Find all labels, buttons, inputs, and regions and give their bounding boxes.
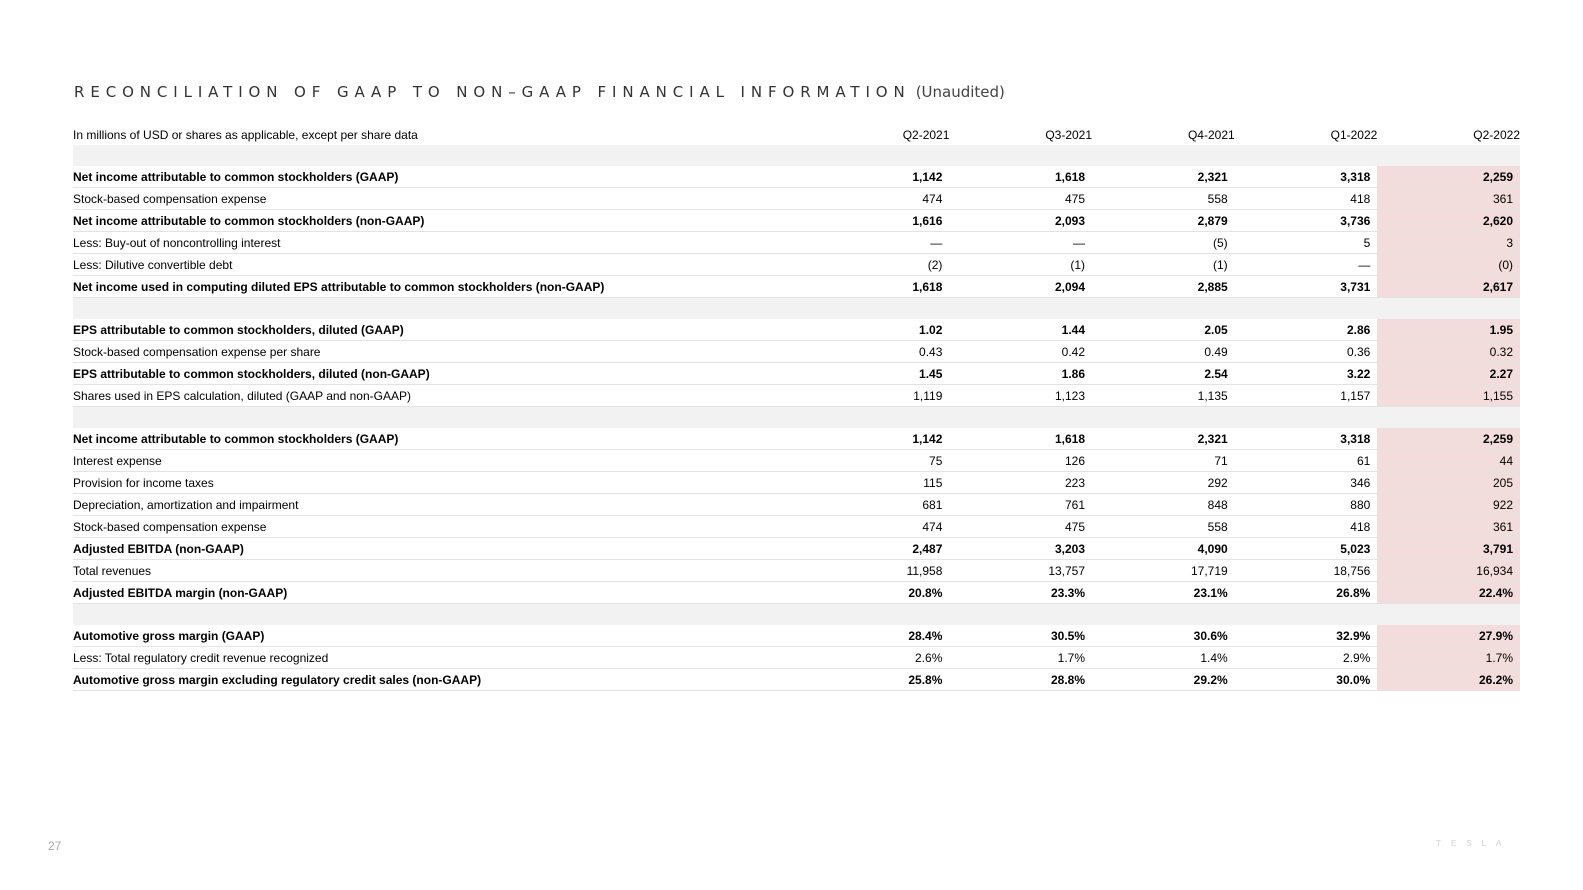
value-cell: 71 <box>1092 450 1235 472</box>
value-cell: — <box>807 232 950 254</box>
table-row <box>73 669 1520 691</box>
value-cell: 20.8% <box>807 582 950 604</box>
value-cell: 474 <box>807 516 950 538</box>
highlighted-value-cell: 3,791 <box>1377 538 1520 560</box>
highlighted-value-cell: 44 <box>1377 450 1520 472</box>
value-cell: 761 <box>949 494 1092 516</box>
value-cell: 474 <box>807 188 950 210</box>
row-label: Net income attributable to common stockholders (GAAP) <box>73 166 807 188</box>
table-row <box>73 560 1520 582</box>
table-row <box>73 494 1520 516</box>
value-cell: 418 <box>1235 516 1378 538</box>
table-row <box>73 582 1520 604</box>
table-row <box>73 166 1520 188</box>
value-cell: (1) <box>949 254 1092 276</box>
row-label: Provision for income taxes <box>73 472 807 494</box>
row-label: Stock-based compensation expense <box>73 516 807 538</box>
row-label: Net income attributable to common stockholders (non-GAAP) <box>73 210 807 232</box>
value-cell: 28.4% <box>807 625 950 647</box>
value-cell: 1,157 <box>1235 385 1378 407</box>
table-row <box>73 385 1520 407</box>
table-row <box>73 516 1520 538</box>
page-title-main: RECONCILIATION OF GAAP TO NON–GAAP FINANCIAL INFORMATION <box>74 83 911 101</box>
value-cell: 2.05 <box>1092 319 1235 341</box>
highlighted-value-cell: 361 <box>1377 188 1520 210</box>
value-cell: 880 <box>1235 494 1378 516</box>
value-cell: 0.42 <box>949 341 1092 363</box>
value-cell: 2.9% <box>1235 647 1378 669</box>
value-cell: — <box>1235 254 1378 276</box>
table-row <box>73 472 1520 494</box>
reconciliation-table <box>73 124 1520 691</box>
highlighted-value-cell: 26.2% <box>1377 669 1520 691</box>
highlighted-value-cell: 361 <box>1377 516 1520 538</box>
highlighted-value-cell: 1,155 <box>1377 385 1520 407</box>
value-cell: 75 <box>807 450 950 472</box>
value-cell: 5,023 <box>1235 538 1378 560</box>
row-label: Automotive gross margin (GAAP) <box>73 625 807 647</box>
value-cell: 1.44 <box>949 319 1092 341</box>
value-cell: 475 <box>949 188 1092 210</box>
row-label: Automotive gross margin excluding regulatory credit sales (non-GAAP) <box>73 669 807 691</box>
highlighted-value-cell: 27.9% <box>1377 625 1520 647</box>
highlighted-value-cell: 16,934 <box>1377 560 1520 582</box>
page-number: 27 <box>48 839 62 853</box>
row-label: Less: Buy-out of noncontrolling interest <box>73 232 807 254</box>
section-spacer-cell <box>73 298 1520 320</box>
page-title-subtitle: (Unaudited) <box>915 83 1005 101</box>
value-cell: 1.4% <box>1092 647 1235 669</box>
row-label: Less: Total regulatory credit revenue recognized <box>73 647 807 669</box>
table-row <box>73 647 1520 669</box>
tesla-logo: TESLA <box>1436 839 1512 848</box>
value-cell: 0.43 <box>807 341 950 363</box>
value-cell: 4,090 <box>1092 538 1235 560</box>
value-cell: 0.36 <box>1235 341 1378 363</box>
section-spacer <box>73 298 1520 320</box>
section-spacer-cell <box>73 407 1520 429</box>
value-cell: (1) <box>1092 254 1235 276</box>
value-cell: 681 <box>807 494 950 516</box>
highlighted-value-cell: 205 <box>1377 472 1520 494</box>
value-cell: 23.3% <box>949 582 1092 604</box>
table-row <box>73 210 1520 232</box>
column-header: Q2-2022 <box>1473 127 1520 142</box>
value-cell: 1,142 <box>807 166 950 188</box>
table-row <box>73 428 1520 450</box>
table-row <box>73 188 1520 210</box>
section-spacer-cell <box>73 145 1520 166</box>
highlighted-value-cell: (0) <box>1377 254 1520 276</box>
row-label: Stock-based compensation expense <box>73 188 807 210</box>
row-label: Net income used in computing diluted EPS attributable to common stockholders (non-GAAP) <box>73 276 807 298</box>
value-cell: 1.86 <box>949 363 1092 385</box>
table-row <box>73 363 1520 385</box>
value-cell: 1,618 <box>949 166 1092 188</box>
row-label: EPS attributable to common stockholders, diluted (non-GAAP) <box>73 363 807 385</box>
value-cell: 29.2% <box>1092 669 1235 691</box>
row-label: Total revenues <box>73 560 807 582</box>
value-cell: 1,123 <box>949 385 1092 407</box>
highlighted-value-cell: 1.95 <box>1377 319 1520 341</box>
value-cell: 18,756 <box>1235 560 1378 582</box>
section-spacer <box>73 145 1520 166</box>
value-cell: 2,321 <box>1092 428 1235 450</box>
value-cell: 3,318 <box>1235 166 1378 188</box>
value-cell: 0.49 <box>1092 341 1235 363</box>
value-cell: 2,093 <box>949 210 1092 232</box>
section-spacer-cell <box>73 604 1520 626</box>
highlighted-value-cell: 2.27 <box>1377 363 1520 385</box>
value-cell: 1,142 <box>807 428 950 450</box>
value-cell: 32.9% <box>1235 625 1378 647</box>
column-header: Q1-2022 <box>1330 127 1378 142</box>
value-cell: 3,203 <box>949 538 1092 560</box>
page-title <box>74 82 1005 101</box>
value-cell: 292 <box>1092 472 1235 494</box>
column-header: Q4-2021 <box>1187 127 1235 142</box>
table-row <box>73 276 1520 298</box>
value-cell: 3,731 <box>1235 276 1378 298</box>
value-cell: 13,757 <box>949 560 1092 582</box>
highlighted-value-cell: 2,259 <box>1377 166 1520 188</box>
value-cell: 2.86 <box>1235 319 1378 341</box>
highlighted-value-cell: 1.7% <box>1377 647 1520 669</box>
table-header-label: In millions of USD or shares as applicable, except per share data <box>73 127 418 142</box>
value-cell: 11,958 <box>807 560 950 582</box>
value-cell: 30.5% <box>949 625 1092 647</box>
value-cell: (2) <box>807 254 950 276</box>
value-cell: 28.8% <box>949 669 1092 691</box>
value-cell: 1.45 <box>807 363 950 385</box>
highlighted-value-cell: 22.4% <box>1377 582 1520 604</box>
row-label: Net income attributable to common stockholders (GAAP) <box>73 428 807 450</box>
value-cell: 1,135 <box>1092 385 1235 407</box>
value-cell: (5) <box>1092 232 1235 254</box>
value-cell: 2,879 <box>1092 210 1235 232</box>
section-spacer <box>73 604 1520 626</box>
row-label: Interest expense <box>73 450 807 472</box>
value-cell: 223 <box>949 472 1092 494</box>
value-cell: 1,616 <box>807 210 950 232</box>
value-cell: 30.0% <box>1235 669 1378 691</box>
value-cell: 558 <box>1092 188 1235 210</box>
value-cell: 26.8% <box>1235 582 1378 604</box>
value-cell: 558 <box>1092 516 1235 538</box>
value-cell: 475 <box>949 516 1092 538</box>
value-cell: 2.54 <box>1092 363 1235 385</box>
value-cell: 2.6% <box>807 647 950 669</box>
table-row <box>73 625 1520 647</box>
value-cell: — <box>949 232 1092 254</box>
highlighted-value-cell: 2,620 <box>1377 210 1520 232</box>
value-cell: 1,119 <box>807 385 950 407</box>
value-cell: 3,318 <box>1235 428 1378 450</box>
value-cell: 1.02 <box>807 319 950 341</box>
value-cell: 346 <box>1235 472 1378 494</box>
value-cell: 25.8% <box>807 669 950 691</box>
value-cell: 1,618 <box>949 428 1092 450</box>
table-row <box>73 254 1520 276</box>
row-label: Shares used in EPS calculation, diluted (GAAP and non-GAAP) <box>73 385 807 407</box>
highlighted-value-cell: 2,259 <box>1377 428 1520 450</box>
value-cell: 5 <box>1235 232 1378 254</box>
value-cell: 61 <box>1235 450 1378 472</box>
value-cell: 2,885 <box>1092 276 1235 298</box>
table-row <box>73 319 1520 341</box>
table-row <box>73 232 1520 254</box>
value-cell: 2,487 <box>807 538 950 560</box>
highlighted-value-cell: 922 <box>1377 494 1520 516</box>
table-body <box>73 145 1520 691</box>
highlighted-value-cell: 3 <box>1377 232 1520 254</box>
value-cell: 418 <box>1235 188 1378 210</box>
value-cell: 1,618 <box>807 276 950 298</box>
value-cell: 23.1% <box>1092 582 1235 604</box>
row-label: EPS attributable to common stockholders, diluted (GAAP) <box>73 319 807 341</box>
highlighted-value-cell: 2,617 <box>1377 276 1520 298</box>
column-header: Q3-2021 <box>1045 127 1093 142</box>
table-row <box>73 538 1520 560</box>
row-label: Adjusted EBITDA (non-GAAP) <box>73 538 807 560</box>
row-label: Less: Dilutive convertible debt <box>73 254 807 276</box>
table-row <box>73 341 1520 363</box>
value-cell: 126 <box>949 450 1092 472</box>
table-row <box>73 450 1520 472</box>
value-cell: 848 <box>1092 494 1235 516</box>
section-spacer <box>73 407 1520 429</box>
value-cell: 17,719 <box>1092 560 1235 582</box>
value-cell: 2,321 <box>1092 166 1235 188</box>
row-label: Depreciation, amortization and impairment <box>73 494 807 516</box>
table-header-row <box>73 124 1520 145</box>
value-cell: 115 <box>807 472 950 494</box>
value-cell: 30.6% <box>1092 625 1235 647</box>
value-cell: 3.22 <box>1235 363 1378 385</box>
value-cell: 3,736 <box>1235 210 1378 232</box>
column-header: Q2-2021 <box>902 127 950 142</box>
highlighted-value-cell: 0.32 <box>1377 341 1520 363</box>
value-cell: 2,094 <box>949 276 1092 298</box>
row-label: Stock-based compensation expense per share <box>73 341 807 363</box>
value-cell: 1.7% <box>949 647 1092 669</box>
row-label: Adjusted EBITDA margin (non-GAAP) <box>73 582 807 604</box>
